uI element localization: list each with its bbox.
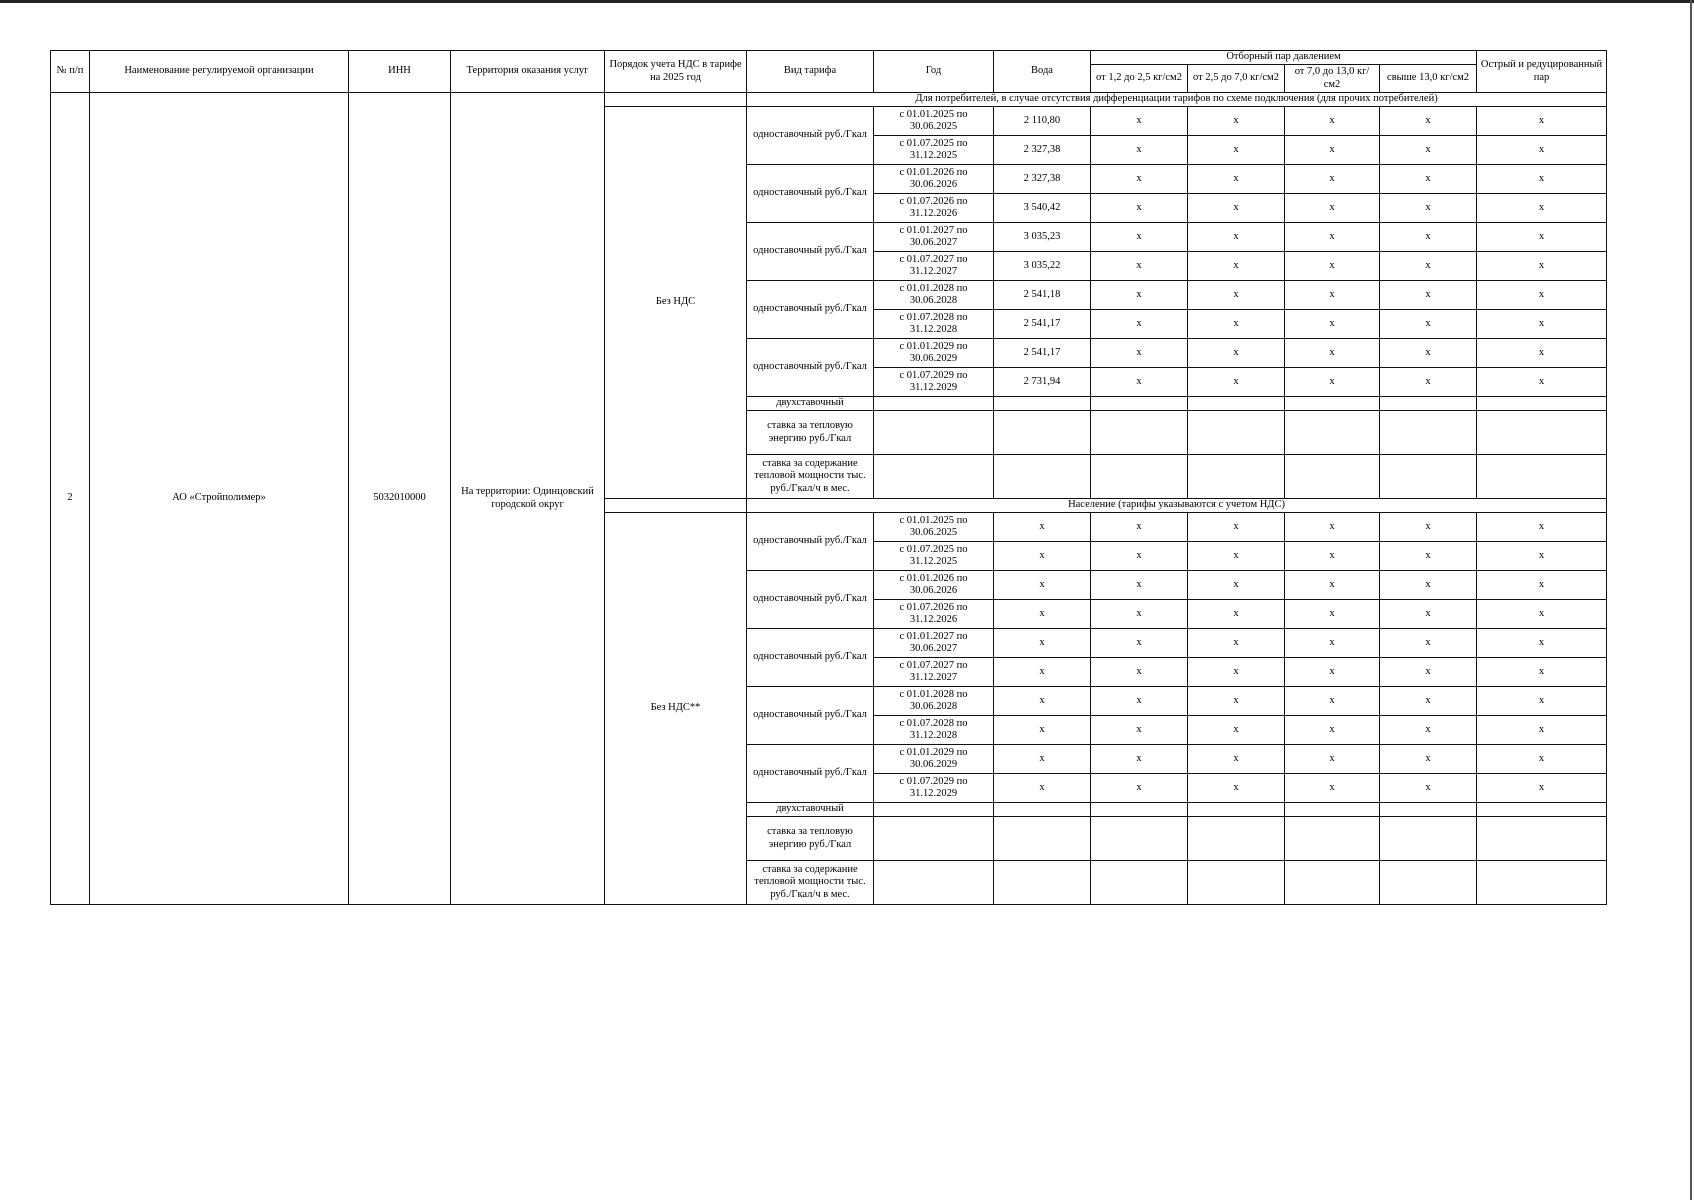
period-cell: с 01.07.2028 по 31.12.2028 — [874, 716, 994, 745]
steam-value-p4: x — [1380, 107, 1477, 136]
empty-cell — [1285, 411, 1380, 455]
rate-heat-label: ставка за тепловую энергию руб./Гкал — [747, 411, 874, 455]
steam-value-sharp: x — [1477, 136, 1607, 165]
water-value: 2 541,17 — [994, 339, 1091, 368]
water-value: x — [994, 629, 1091, 658]
steam-value-p3: x — [1285, 165, 1380, 194]
period-cell: с 01.07.2029 по 31.12.2029 — [874, 368, 994, 397]
empty-cell — [1091, 455, 1188, 499]
steam-value-p3: x — [1285, 600, 1380, 629]
header-pressure-4: свыше 13,0 кг/см2 — [1380, 65, 1477, 93]
steam-value-p3: x — [1285, 223, 1380, 252]
water-value: 2 541,17 — [994, 310, 1091, 339]
empty-cell — [994, 397, 1091, 411]
steam-value-sharp: x — [1477, 165, 1607, 194]
steam-value-p4: x — [1380, 252, 1477, 281]
empty-cell — [1477, 397, 1607, 411]
steam-value-sharp: x — [1477, 629, 1607, 658]
steam-value-p4: x — [1380, 310, 1477, 339]
period-cell: с 01.01.2028 по 30.06.2028 — [874, 687, 994, 716]
steam-value-p4: x — [1380, 687, 1477, 716]
single-rate-label: одноставочный руб./Гкал — [747, 513, 874, 571]
water-value: x — [994, 687, 1091, 716]
steam-value-p2: x — [1188, 339, 1285, 368]
org-num-cell: 2 — [51, 93, 90, 905]
section-title: Для потребителей, в случае отсутствия дифференциации тарифов по схеме подключения (для прочих потребителей) — [747, 93, 1607, 107]
header-pressure-1: от 1,2 до 2,5 кг/см2 — [1091, 65, 1188, 93]
steam-value-p1: x — [1091, 165, 1188, 194]
empty-cell — [1285, 397, 1380, 411]
period-cell: с 01.01.2029 по 30.06.2029 — [874, 339, 994, 368]
steam-value-p3: x — [1285, 658, 1380, 687]
steam-value-p3: x — [1285, 310, 1380, 339]
section-title-spacer — [605, 499, 747, 513]
period-cell: с 01.01.2026 по 30.06.2026 — [874, 165, 994, 194]
steam-value-sharp: x — [1477, 194, 1607, 223]
water-value: 2 110,80 — [994, 107, 1091, 136]
steam-value-p3: x — [1285, 339, 1380, 368]
steam-value-sharp: x — [1477, 310, 1607, 339]
steam-value-p2: x — [1188, 716, 1285, 745]
steam-value-sharp: x — [1477, 600, 1607, 629]
water-value: 2 731,94 — [994, 368, 1091, 397]
steam-value-p3: x — [1285, 252, 1380, 281]
water-value: x — [994, 600, 1091, 629]
steam-value-p3: x — [1285, 542, 1380, 571]
steam-value-sharp: x — [1477, 774, 1607, 803]
header-inn: ИНН — [349, 51, 451, 93]
section-title-spacer — [605, 93, 747, 107]
steam-value-p1: x — [1091, 687, 1188, 716]
steam-value-sharp: x — [1477, 571, 1607, 600]
empty-cell — [1380, 817, 1477, 861]
steam-value-p2: x — [1188, 629, 1285, 658]
single-rate-label: одноставочный руб./Гкал — [747, 571, 874, 629]
single-rate-label: одноставочный руб./Гкал — [747, 165, 874, 223]
period-cell: с 01.07.2027 по 31.12.2027 — [874, 658, 994, 687]
single-rate-label: одноставочный руб./Гкал — [747, 339, 874, 397]
org-name-cell: АО «Стройполимер» — [90, 93, 349, 905]
empty-cell — [1477, 817, 1607, 861]
steam-value-p2: x — [1188, 542, 1285, 571]
period-cell: с 01.07.2027 по 31.12.2027 — [874, 252, 994, 281]
steam-value-p2: x — [1188, 774, 1285, 803]
empty-cell — [1285, 803, 1380, 817]
steam-value-p2: x — [1188, 223, 1285, 252]
steam-value-p4: x — [1380, 745, 1477, 774]
empty-cell — [1380, 397, 1477, 411]
rate-capacity-label: ставка за содержание тепловой мощности тыс. руб./Гкал/ч в мес. — [747, 455, 874, 499]
period-cell: с 01.07.2028 по 31.12.2028 — [874, 310, 994, 339]
steam-value-p4: x — [1380, 629, 1477, 658]
period-cell: с 01.01.2025 по 30.06.2025 — [874, 107, 994, 136]
water-value: 3 035,22 — [994, 252, 1091, 281]
water-value: 2 327,38 — [994, 165, 1091, 194]
steam-value-p4: x — [1380, 542, 1477, 571]
water-value: x — [994, 571, 1091, 600]
steam-value-p2: x — [1188, 368, 1285, 397]
steam-value-p3: x — [1285, 107, 1380, 136]
header-vat: Порядок учета НДС в тарифе на 2025 год — [605, 51, 747, 93]
steam-value-p4: x — [1380, 658, 1477, 687]
header-pressure-3: от 7,0 до 13,0 кг/см2 — [1285, 65, 1380, 93]
water-value: x — [994, 774, 1091, 803]
steam-value-p4: x — [1380, 600, 1477, 629]
steam-value-p1: x — [1091, 310, 1188, 339]
org-inn-cell: 5032010000 — [349, 93, 451, 905]
empty-cell — [874, 803, 994, 817]
water-value: x — [994, 542, 1091, 571]
steam-value-p2: x — [1188, 658, 1285, 687]
empty-cell — [874, 455, 994, 499]
steam-value-p2: x — [1188, 165, 1285, 194]
empty-cell — [874, 411, 994, 455]
period-cell: с 01.01.2026 по 30.06.2026 — [874, 571, 994, 600]
empty-cell — [1091, 411, 1188, 455]
empty-cell — [994, 861, 1091, 905]
period-cell: с 01.01.2027 по 30.06.2027 — [874, 629, 994, 658]
rate-capacity-label: ставка за содержание тепловой мощности тыс. руб./Гкал/ч в мес. — [747, 861, 874, 905]
section-title: Население (тарифы указываются с учетом НДС) — [747, 499, 1607, 513]
steam-value-p3: x — [1285, 716, 1380, 745]
steam-value-p1: x — [1091, 542, 1188, 571]
empty-cell — [1188, 861, 1285, 905]
single-rate-label: одноставочный руб./Гкал — [747, 629, 874, 687]
empty-cell — [1091, 397, 1188, 411]
vat-cell: Без НДС** — [605, 513, 747, 905]
water-value: x — [994, 513, 1091, 542]
steam-value-sharp: x — [1477, 223, 1607, 252]
empty-cell — [1188, 817, 1285, 861]
steam-value-p4: x — [1380, 774, 1477, 803]
steam-value-p1: x — [1091, 281, 1188, 310]
section-title-row — [51, 93, 1607, 107]
steam-value-p3: x — [1285, 136, 1380, 165]
steam-value-sharp: x — [1477, 745, 1607, 774]
period-cell: с 01.01.2028 по 30.06.2028 — [874, 281, 994, 310]
steam-value-p3: x — [1285, 194, 1380, 223]
water-value: x — [994, 658, 1091, 687]
empty-cell — [1477, 455, 1607, 499]
empty-cell — [1091, 817, 1188, 861]
steam-value-p3: x — [1285, 571, 1380, 600]
empty-cell — [1477, 803, 1607, 817]
water-value: 3 035,23 — [994, 223, 1091, 252]
empty-cell — [994, 411, 1091, 455]
empty-cell — [994, 455, 1091, 499]
page-top-border — [0, 0, 1694, 3]
vat-cell: Без НДС — [605, 107, 747, 499]
empty-cell — [1477, 411, 1607, 455]
steam-value-sharp: x — [1477, 252, 1607, 281]
steam-value-p3: x — [1285, 687, 1380, 716]
period-cell: с 01.07.2026 по 31.12.2026 — [874, 600, 994, 629]
header-pressure-2: от 2,5 до 7,0 кг/см2 — [1188, 65, 1285, 93]
header-sharp-steam: Острый и редуцированный пар — [1477, 51, 1607, 93]
two-part-label: двухставочный — [747, 397, 874, 411]
steam-value-sharp: x — [1477, 513, 1607, 542]
water-value: 2 541,18 — [994, 281, 1091, 310]
empty-cell — [1380, 411, 1477, 455]
org-territory-cell: На территории: Одинцовский городской округ — [451, 93, 605, 905]
steam-value-p2: x — [1188, 252, 1285, 281]
empty-cell — [874, 861, 994, 905]
header-row-1 — [51, 51, 1607, 65]
steam-value-p1: x — [1091, 223, 1188, 252]
steam-value-p1: x — [1091, 194, 1188, 223]
steam-value-p1: x — [1091, 658, 1188, 687]
header-num: № п/п — [51, 51, 90, 93]
steam-value-p2: x — [1188, 194, 1285, 223]
steam-value-p1: x — [1091, 629, 1188, 658]
empty-cell — [1091, 861, 1188, 905]
steam-value-p1: x — [1091, 368, 1188, 397]
single-rate-label: одноставочный руб./Гкал — [747, 281, 874, 339]
steam-value-p2: x — [1188, 281, 1285, 310]
water-value: x — [994, 716, 1091, 745]
single-rate-label: одноставочный руб./Гкал — [747, 107, 874, 165]
empty-cell — [1477, 861, 1607, 905]
steam-value-p3: x — [1285, 774, 1380, 803]
header-org: Наименование регулируемой организации — [90, 51, 349, 93]
steam-value-sharp: x — [1477, 107, 1607, 136]
steam-value-sharp: x — [1477, 687, 1607, 716]
steam-value-p1: x — [1091, 136, 1188, 165]
water-value: 2 327,38 — [994, 136, 1091, 165]
steam-value-p4: x — [1380, 339, 1477, 368]
period-cell: с 01.07.2025 по 31.12.2025 — [874, 136, 994, 165]
steam-value-p2: x — [1188, 513, 1285, 542]
steam-value-p2: x — [1188, 107, 1285, 136]
steam-value-p3: x — [1285, 281, 1380, 310]
empty-cell — [1188, 455, 1285, 499]
empty-cell — [1380, 455, 1477, 499]
steam-value-sharp: x — [1477, 542, 1607, 571]
steam-value-p1: x — [1091, 252, 1188, 281]
steam-value-p4: x — [1380, 716, 1477, 745]
empty-cell — [874, 817, 994, 861]
header-territory: Территория оказания услуг — [451, 51, 605, 93]
empty-cell — [994, 803, 1091, 817]
two-part-label: двухставочный — [747, 803, 874, 817]
steam-value-sharp: x — [1477, 339, 1607, 368]
steam-value-p2: x — [1188, 600, 1285, 629]
empty-cell — [1285, 817, 1380, 861]
empty-cell — [1285, 455, 1380, 499]
steam-value-p1: x — [1091, 571, 1188, 600]
page-right-border — [1690, 0, 1692, 1200]
header-steam-group: Отборный пар давлением — [1091, 51, 1477, 65]
steam-value-p1: x — [1091, 107, 1188, 136]
steam-value-p2: x — [1188, 745, 1285, 774]
period-cell: с 01.07.2026 по 31.12.2026 — [874, 194, 994, 223]
steam-value-p4: x — [1380, 194, 1477, 223]
single-rate-label: одноставочный руб./Гкал — [747, 745, 874, 803]
steam-value-p1: x — [1091, 339, 1188, 368]
empty-cell — [1188, 397, 1285, 411]
steam-value-p3: x — [1285, 745, 1380, 774]
period-cell: с 01.01.2027 по 30.06.2027 — [874, 223, 994, 252]
steam-value-sharp: x — [1477, 281, 1607, 310]
steam-value-p1: x — [1091, 774, 1188, 803]
steam-value-p3: x — [1285, 368, 1380, 397]
steam-value-p1: x — [1091, 745, 1188, 774]
empty-cell — [994, 817, 1091, 861]
steam-value-p4: x — [1380, 513, 1477, 542]
water-value: x — [994, 745, 1091, 774]
header-year: Год — [874, 51, 994, 93]
steam-value-p1: x — [1091, 716, 1188, 745]
steam-value-p3: x — [1285, 513, 1380, 542]
steam-value-p4: x — [1380, 571, 1477, 600]
steam-value-sharp: x — [1477, 368, 1607, 397]
header-water: Вода — [994, 51, 1091, 93]
steam-value-p2: x — [1188, 310, 1285, 339]
steam-value-sharp: x — [1477, 658, 1607, 687]
steam-value-p2: x — [1188, 571, 1285, 600]
empty-cell — [1188, 803, 1285, 817]
steam-value-p4: x — [1380, 165, 1477, 194]
steam-value-p4: x — [1380, 368, 1477, 397]
period-cell: с 01.07.2029 по 31.12.2029 — [874, 774, 994, 803]
empty-cell — [1380, 803, 1477, 817]
steam-value-p1: x — [1091, 600, 1188, 629]
empty-cell — [1091, 803, 1188, 817]
steam-value-p4: x — [1380, 281, 1477, 310]
steam-value-p2: x — [1188, 687, 1285, 716]
empty-cell — [1380, 861, 1477, 905]
steam-value-p4: x — [1380, 223, 1477, 252]
water-value: 3 540,42 — [994, 194, 1091, 223]
period-cell: с 01.01.2029 по 30.06.2029 — [874, 745, 994, 774]
steam-value-p1: x — [1091, 513, 1188, 542]
empty-cell — [1188, 411, 1285, 455]
steam-value-p4: x — [1380, 136, 1477, 165]
header-tariff-type: Вид тарифа — [747, 51, 874, 93]
steam-value-p3: x — [1285, 629, 1380, 658]
steam-value-p2: x — [1188, 136, 1285, 165]
tariff-table — [50, 50, 1607, 905]
empty-cell — [874, 397, 994, 411]
single-rate-label: одноставочный руб./Гкал — [747, 687, 874, 745]
rate-heat-label: ставка за тепловую энергию руб./Гкал — [747, 817, 874, 861]
period-cell: с 01.07.2025 по 31.12.2025 — [874, 542, 994, 571]
steam-value-sharp: x — [1477, 716, 1607, 745]
period-cell: с 01.01.2025 по 30.06.2025 — [874, 513, 994, 542]
empty-cell — [1285, 861, 1380, 905]
single-rate-label: одноставочный руб./Гкал — [747, 223, 874, 281]
